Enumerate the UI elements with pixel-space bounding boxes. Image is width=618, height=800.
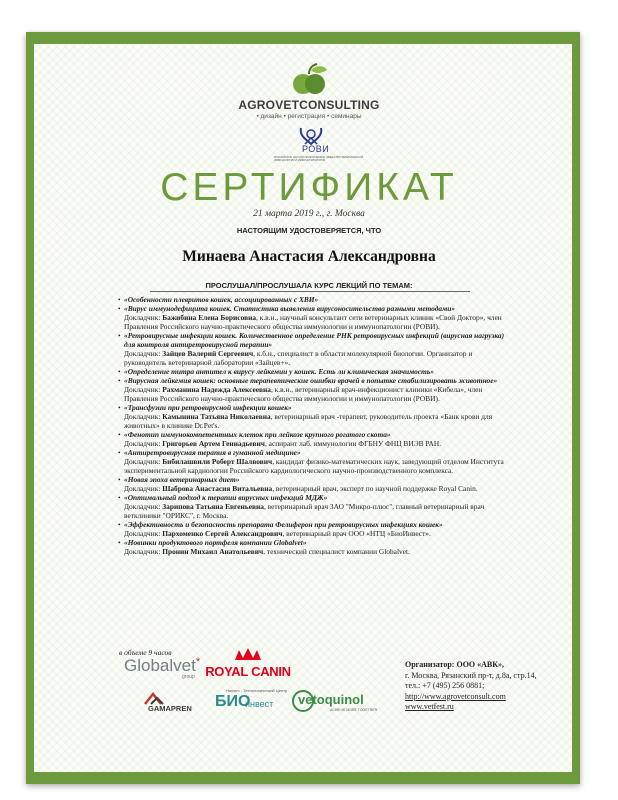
apple-leaf-icon [287, 62, 331, 98]
speaker-name: Бажибина Елена Борисовна [162, 313, 257, 322]
speaker-name: Шаброва Анастасия Витальевна [162, 484, 273, 493]
bullet-icon: • [118, 493, 121, 502]
speaker-description: , технический специалист компании Globalvet. [263, 547, 410, 556]
globalvet-sub-text: group [182, 674, 195, 680]
speaker-name: Камынина Татьяна Николаевна [162, 412, 271, 421]
bullet-icon: • [118, 403, 121, 412]
topic-title: «Эффективность и безопасность препарата Фелиферон при ретровирусных инфекциях кошек» [124, 520, 443, 529]
topic-title: «Антиретровирусная терапия в гуманной медицине» [124, 448, 301, 457]
topic-speaker [124, 502, 514, 520]
bullet-icon: • [118, 367, 121, 376]
topic-item [118, 493, 514, 520]
topics-list [118, 295, 514, 556]
speaker-role: Докладчик: [124, 439, 163, 448]
bullet-icon: • [118, 430, 121, 439]
globalvet-logo [124, 656, 200, 676]
topic-speaker [124, 412, 514, 430]
recipient-name: Минаева Анастасия Александровна [182, 248, 436, 265]
agrovet-logo-text: AGROVETCONSULTING [238, 98, 380, 112]
royal-canin-logo-text: ROYAL CANIN [205, 664, 291, 679]
topic-title: «Новинки продуктового портфеля компании Globalvet» [124, 538, 307, 547]
topic-title: «Определение титра антител к вирусу лейкемии у кошек. Есть ли клиническая значимость» [124, 367, 434, 376]
bullet-icon: • [118, 331, 121, 340]
topic-title: «Оптимальный подход к терапии вирусных инфекций МДЖ» [124, 493, 328, 502]
topic-speaker [124, 439, 514, 448]
bioinvest-logo-subtext: инвест [245, 699, 274, 709]
bioinvest-logo-text: БИО [215, 693, 251, 710]
speaker-role: Докладчик: [124, 349, 163, 358]
topic-item [118, 403, 514, 430]
topic-speaker [124, 529, 514, 538]
speaker-description: , ветеринарный врач ООО «НТЦ «БиоИнвест». [282, 529, 431, 538]
vetoquinol-logo-text: vetoquinol [298, 692, 364, 707]
agrovet-logo-tagline: • дизайн • регистрация • семинары [256, 113, 362, 120]
speaker-description: , ветеринарный врач -терапевт, руководитель проекта «Банк крови для животных» в клинике Dr.Pet's. [124, 412, 493, 430]
rovi-full-name: РОССИЙСКОЕ НАУЧНО-ПРАКТИЧЕСКОЕ ОБЩЕСТВО ВЕТЕРИНАРНОЙ ИММУНОЛОГИИ И ИММУНОПАТОЛОГИИ [274, 156, 364, 162]
topic-item [118, 448, 514, 475]
organizer-head: Организатор: ООО «АВК», [405, 660, 505, 669]
speaker-role: Докладчик: [124, 547, 163, 556]
topic-title: «Вирусная лейкемия кошек: основные терапевтические ошибки врачей в попытке стабилизировать животное» [124, 376, 498, 385]
bullet-icon: • [118, 376, 121, 385]
topic-item [118, 376, 514, 403]
bullet-icon: • [118, 538, 121, 547]
certificate-date: 21 марта 2019 г., г. Москва [253, 209, 365, 219]
organizer-link-vetfest[interactable]: www.vetfest.ru [405, 702, 454, 712]
speaker-role: Докладчик: [124, 484, 163, 493]
speaker-role: Докладчик: [124, 529, 163, 538]
speaker-name: Зарипова Татьяна Евгеньевна [162, 502, 264, 511]
listened-heading: ПРОСЛУШАЛ/ПРОСЛУШАЛА КУРС ЛЕКЦИЙ ПО ТЕМАМ: [205, 281, 413, 290]
rovi-logo-text: РОВИ [302, 144, 330, 154]
topic-title: «Ретровирусные инфекции кошек. Количественное определение РНК ретровирусных инфекций (вирусная нагрузка) для контроля антиретровирусной терапии» [124, 331, 505, 349]
agrovet-logo [0, 62, 618, 103]
speaker-description: , к.в.н., научный консультант сети ветеринарных клиник «Свой Доктор», член Правления Российского научно-практического общества иммунологии и иммунопатологии (РОВИ). [124, 313, 502, 331]
bullet-icon: • [118, 295, 121, 304]
topic-title: «Трансфузии при ретровирусной инфекции кошек» [124, 403, 292, 412]
organizer-block [405, 660, 537, 713]
speaker-role: Докладчик: [124, 313, 163, 322]
speaker-name: Пархоменко Сергей Александрович [162, 529, 283, 538]
organizer-phone: тел.: +7 (495) 256 0881; [405, 681, 485, 691]
topic-item [118, 520, 514, 538]
gamapren-logo-text: GAMAPREN [148, 704, 192, 713]
topic-item [118, 295, 514, 304]
topic-speaker [124, 349, 514, 367]
topic-speaker [124, 313, 514, 331]
organizer-address: г. Москва, Рязанский пр-т, д.8а, стр.14, [405, 670, 537, 680]
speaker-description: , ветеринарный врач ЗАО "Микро-плюс", главный ветеринарный врач ветклиники "ОРИКС", г. Москва. [124, 502, 485, 520]
speaker-role: Докладчик: [124, 412, 163, 421]
topic-speaker [124, 385, 514, 403]
globalvet-logo-text: Globalvet [124, 656, 196, 675]
topic-item [118, 430, 514, 448]
topic-item [118, 304, 514, 331]
certificate-title: СЕРТИФИКАТ [160, 166, 458, 209]
bullet-icon: • [118, 520, 121, 529]
certify-text: НАСТОЯЩИМ УДОСТОВЕРЯЕТСЯ, ЧТО [236, 226, 382, 235]
heading-underline [150, 291, 470, 292]
topic-speaker [124, 547, 514, 556]
vetoquinol-tagline: ACHIEVE MORE TOGETHER [330, 708, 378, 712]
speaker-name: Пронин Михаил Анатольевич [162, 547, 264, 556]
topic-speaker [124, 484, 514, 493]
speaker-role: Докладчик: [124, 502, 163, 511]
bioinvest-small-text: Научно - Технологический Центр [226, 688, 288, 693]
speaker-name: Бибилашвили Роберт Шалвович [162, 457, 273, 466]
speaker-description: , к.в.н., ветеринарный врач-инфекционист клиники «Кибела», член Правления Российского научно-практического общества иммунологии и иммунопатологии (РОВИ). [124, 385, 483, 403]
speaker-description: , кандидат физико-математических наук, заведующий отделом Института экспериментальной кардиологии Российского кардиологического научно-производственного комплекса. [124, 457, 504, 475]
bullet-icon: • [118, 448, 121, 457]
bullet-icon: • [118, 475, 121, 484]
topic-title: «Фенотип иммунокомпетентных клеток при лейкозе крупного рогатого скота» [124, 430, 391, 439]
topic-title: «Особенности плевритов кошек, ассоциированных с ХВИ» [124, 295, 319, 304]
speaker-name: Рахманина Надежда Алексеевна [162, 385, 271, 394]
speaker-description: , аспирант лаб. иммунологии ФГБНУ ФНЦ ВИЭВ РАН. [264, 439, 442, 448]
topic-title: «Новая эпоха ветеринарных диет» [124, 475, 240, 484]
topic-item [118, 538, 514, 556]
topic-item [118, 367, 514, 376]
globalvet-star-icon: * [195, 656, 201, 668]
topic-item [118, 331, 514, 367]
bullet-icon: • [118, 304, 121, 313]
organizer-link-agrovet[interactable]: http://www.agrovetconsult.com [405, 691, 506, 701]
topic-title: «Вирус иммунодефицита кошек. Статистика выявления вирусоносительства разными методами» [124, 304, 455, 313]
topic-item [118, 475, 514, 493]
topic-speaker [124, 457, 514, 475]
speaker-name: Зайцев Валерий Сергеевич [162, 349, 254, 358]
hours-text: в объеме 9 часов [119, 648, 172, 657]
speaker-description: , к.б.н., специалист в области молекулярной биологии. Организатор и руководитель ветеринарной лаборатории «Зайцев+». [124, 349, 473, 367]
speaker-description: , ветеринарный врач, эксперт по научной поддержке Royal Canin. [272, 484, 478, 493]
speaker-role: Докладчик: [124, 457, 163, 466]
speaker-name: Григорьев Артем Геннадьевич [162, 439, 265, 448]
speaker-role: Докладчик: [124, 385, 163, 394]
